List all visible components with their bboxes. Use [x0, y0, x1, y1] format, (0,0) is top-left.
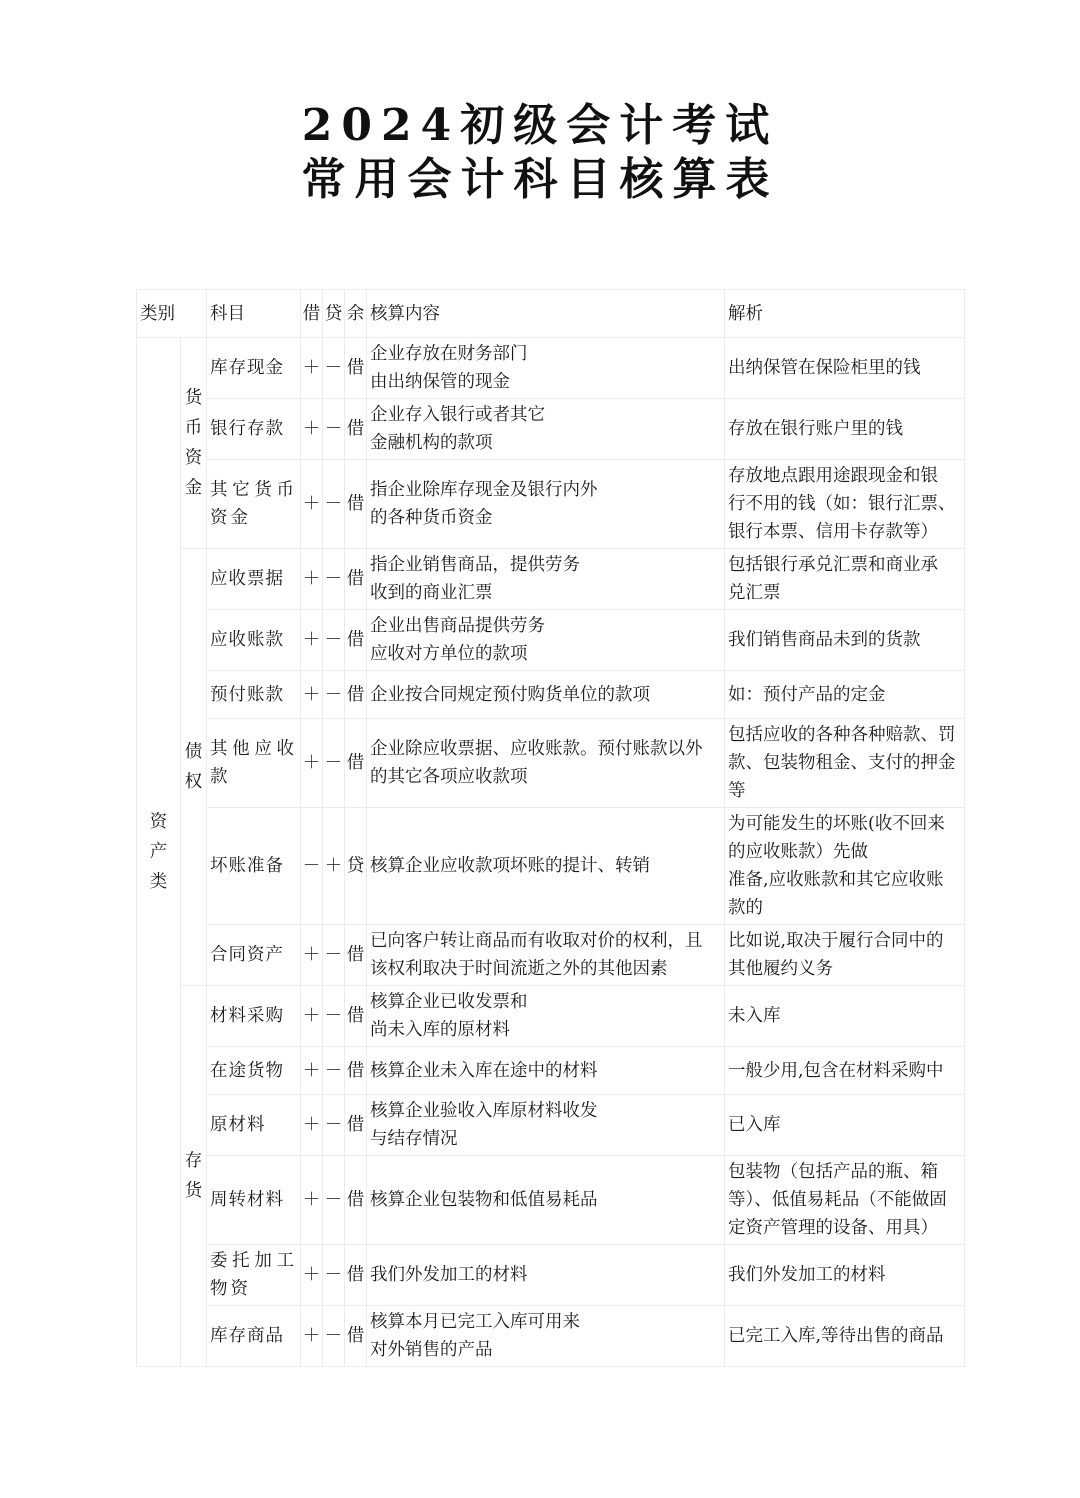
debit-cell: ＋ [301, 1245, 323, 1306]
content-line: 的其它各项应收款项 [370, 767, 528, 787]
balance-cell: 借 [345, 338, 367, 399]
balance-cell: 借 [345, 671, 367, 719]
content-line: 核算本月已完工入库可用来 [370, 1312, 580, 1332]
content-line: 指企业除库存现金及银行内外 [370, 480, 598, 500]
table-row [137, 1047, 965, 1095]
analysis-line: 定资产管理的设备、用具） [728, 1218, 938, 1238]
analysis-cell [725, 719, 965, 808]
balance-cell: 贷 [345, 808, 367, 925]
content-line: 收到的商业汇票 [370, 583, 493, 603]
analysis-line: 出纳保管在保险柜里的钱 [728, 358, 921, 378]
header-row [137, 290, 965, 338]
group-cell-inventory [181, 986, 207, 1367]
header-debit: 借 [301, 290, 323, 338]
content-line: 企业除应收票据、应收账款。预付账款以外 [370, 739, 703, 759]
balance-cell: 借 [345, 549, 367, 610]
table-row [137, 610, 965, 671]
analysis-line: 已入库 [728, 1115, 781, 1135]
analysis-cell [725, 338, 965, 399]
subject-cell: 原材料 [207, 1095, 301, 1156]
content-line: 已向客户转让商品而有收取对价的权利，且 [370, 931, 703, 951]
subject-cell: 应收票据 [207, 549, 301, 610]
credit-cell: － [323, 1245, 345, 1306]
balance-cell: 借 [345, 925, 367, 986]
header-subject: 科目 [207, 290, 301, 338]
analysis-cell [725, 549, 965, 610]
content-line: 指企业销售商品，提供劳务 [370, 555, 580, 575]
analysis-line: 未入库 [728, 1006, 781, 1026]
content-cell [367, 986, 725, 1047]
balance-cell: 借 [345, 719, 367, 808]
content-line: 与结存情况 [370, 1129, 458, 1149]
analysis-cell [725, 1095, 965, 1156]
credit-cell: － [323, 610, 345, 671]
group-label: 货币资金 [184, 388, 203, 498]
analysis-line: 为可能发生的坏账(收不回来 [728, 814, 945, 834]
content-cell [367, 1095, 725, 1156]
content-cell [367, 1306, 725, 1367]
page-title-line2: 常用会计科目核算表 [301, 154, 779, 205]
analysis-line: 包括应收的各种各种赔款、罚 [728, 725, 956, 745]
balance-cell: 借 [345, 610, 367, 671]
content-line: 核算企业未入库在途中的材料 [370, 1060, 598, 1081]
header-content: 核算内容 [367, 290, 725, 338]
content-line: 金融机构的款项 [370, 433, 493, 453]
balance-cell: 借 [345, 1095, 367, 1156]
content-cell [367, 671, 725, 719]
analysis-line: 准备,应收账款和其它应收账 [728, 870, 944, 890]
table-row [137, 1306, 965, 1367]
header-analysis: 解析 [725, 290, 965, 338]
table-row [137, 1095, 965, 1156]
credit-cell: － [323, 925, 345, 986]
analysis-cell [725, 1047, 965, 1095]
analysis-line: 如：预付产品的定金 [728, 684, 886, 705]
subject-cell: 库存现金 [207, 338, 301, 399]
analysis-line: 存放在银行账户里的钱 [728, 419, 903, 439]
accounting-table [136, 289, 965, 1367]
analysis-cell [725, 460, 965, 549]
analysis-cell [725, 610, 965, 671]
debit-cell: ＋ [301, 338, 323, 399]
debit-cell: ＋ [301, 1095, 323, 1156]
credit-cell: － [323, 338, 345, 399]
subject-cell: 在途货物 [207, 1047, 301, 1095]
analysis-line: 的应收账款）先做 [728, 842, 868, 862]
analysis-line: 其他履约义务 [728, 959, 833, 979]
credit-cell: － [323, 1095, 345, 1156]
analysis-line: 包括银行承兑汇票和商业承 [728, 555, 938, 575]
subject-cell: 周转材料 [207, 1156, 301, 1245]
content-cell [367, 1245, 725, 1306]
table-row [137, 986, 965, 1047]
content-line: 企业存放在财务部门 [370, 344, 528, 364]
balance-cell: 借 [345, 1047, 367, 1095]
content-cell [367, 808, 725, 925]
analysis-cell [725, 399, 965, 460]
subject-cell: 库存商品 [207, 1306, 301, 1367]
subject-cell: 委托加工物资 [207, 1245, 301, 1306]
debit-cell: ＋ [301, 610, 323, 671]
table-body [137, 290, 965, 1367]
analysis-line: 款的 [728, 898, 763, 918]
header-credit: 贷 [323, 290, 345, 338]
content-line: 企业存入银行或者其它 [370, 405, 545, 425]
content-cell [367, 549, 725, 610]
group-label: 债权 [184, 742, 203, 792]
analysis-line: 银行本票、信用卡存款等） [728, 522, 938, 542]
table-row [137, 399, 965, 460]
debit-cell: ＋ [301, 719, 323, 808]
credit-cell: － [323, 671, 345, 719]
debit-cell: ＋ [301, 925, 323, 986]
analysis-cell [725, 1156, 965, 1245]
content-cell [367, 460, 725, 549]
group-cell-claims [181, 549, 207, 986]
credit-cell: － [323, 719, 345, 808]
credit-cell: － [323, 399, 345, 460]
content-line: 核算企业验收入库原材料收发 [370, 1101, 598, 1121]
content-cell [367, 925, 725, 986]
subject-cell: 其他应收款 [207, 719, 301, 808]
group-cell-currency [181, 338, 207, 549]
analysis-cell [725, 1245, 965, 1306]
debit-cell: ＋ [301, 460, 323, 549]
balance-cell: 借 [345, 1156, 367, 1245]
content-line: 尚未入库的原材料 [370, 1020, 510, 1040]
analysis-cell [725, 986, 965, 1047]
debit-cell: ＋ [301, 549, 323, 610]
content-cell [367, 1047, 725, 1095]
analysis-cell [725, 808, 965, 925]
header-balance: 余 [345, 290, 367, 338]
credit-cell: ＋ [323, 808, 345, 925]
content-line: 企业按合同规定预付购货单位的款项 [370, 684, 650, 705]
subject-cell: 银行存款 [207, 399, 301, 460]
content-line: 核算企业包装物和低值易耗品 [370, 1190, 598, 1210]
header-category: 类别 [137, 290, 207, 338]
subject-cell: 应收账款 [207, 610, 301, 671]
debit-cell: ＋ [301, 671, 323, 719]
debit-cell: ＋ [301, 1047, 323, 1095]
credit-cell: － [323, 1047, 345, 1095]
table-row [137, 549, 965, 610]
table-row [137, 1156, 965, 1245]
analysis-line: 兑汇票 [728, 583, 781, 603]
table-row [137, 1245, 965, 1306]
credit-cell: － [323, 1156, 345, 1245]
credit-cell: － [323, 549, 345, 610]
balance-cell: 借 [345, 460, 367, 549]
content-cell [367, 1156, 725, 1245]
content-line: 企业出售商品提供劳务 [370, 616, 545, 636]
subject-cell: 材料采购 [207, 986, 301, 1047]
page-title-line1: 2024初级会计考试 [301, 100, 779, 151]
content-line: 应收对方单位的款项 [370, 644, 528, 664]
table-row [137, 338, 965, 399]
category-cell [137, 338, 181, 1367]
analysis-cell [725, 671, 965, 719]
table-row [137, 808, 965, 925]
table-row [137, 925, 965, 986]
analysis-line: 行不用的钱（如：银行汇票、 [728, 494, 956, 514]
analysis-line: 等）、低值易耗品（不能做固 [728, 1190, 947, 1210]
analysis-cell [725, 925, 965, 986]
balance-cell: 借 [345, 1245, 367, 1306]
analysis-line: 等 [728, 781, 746, 801]
content-line: 的各种货币资金 [370, 508, 493, 528]
category-label: 资产类 [149, 812, 168, 892]
subject-cell: 合同资产 [207, 925, 301, 986]
analysis-line: 我们销售商品未到的货款 [728, 630, 921, 650]
content-line: 对外销售的产品 [370, 1340, 493, 1360]
analysis-line: 存放地点跟用途跟现金和银 [728, 466, 938, 486]
content-line: 我们外发加工的材料 [370, 1265, 528, 1285]
analysis-line: 我们外发加工的材料 [728, 1265, 886, 1285]
debit-cell: ＋ [301, 1306, 323, 1367]
content-cell [367, 610, 725, 671]
credit-cell: － [323, 1306, 345, 1367]
balance-cell: 借 [345, 986, 367, 1047]
subject-cell: 预付账款 [207, 671, 301, 719]
content-line: 该权利取决于时间流逝之外的其他因素 [370, 959, 668, 979]
analysis-line: 款、包装物租金、支付的押金 [728, 753, 956, 773]
analysis-line: 一般少用,包含在材料采购中 [728, 1060, 944, 1081]
credit-cell: － [323, 986, 345, 1047]
content-line: 核算企业应收款项坏账的提计、转销 [370, 856, 650, 876]
analysis-cell [725, 1306, 965, 1367]
balance-cell: 借 [345, 1306, 367, 1367]
balance-cell: 借 [345, 399, 367, 460]
analysis-line: 比如说,取决于履行合同中的 [728, 931, 944, 951]
content-cell [367, 399, 725, 460]
analysis-line: 包装物（包括产品的瓶、箱 [728, 1162, 938, 1182]
subject-cell: 其它货币资金 [207, 460, 301, 549]
credit-cell: － [323, 460, 345, 549]
table-row [137, 460, 965, 549]
debit-cell: － [301, 808, 323, 925]
content-line: 由出纳保管的现金 [370, 372, 510, 392]
debit-cell: ＋ [301, 1156, 323, 1245]
content-cell [367, 719, 725, 808]
table-row [137, 671, 965, 719]
debit-cell: ＋ [301, 399, 323, 460]
content-cell [367, 338, 725, 399]
analysis-line: 已完工入库,等待出售的商品 [728, 1326, 944, 1346]
table-row [137, 719, 965, 808]
debit-cell: ＋ [301, 986, 323, 1047]
content-line: 核算企业已收发票和 [370, 992, 528, 1012]
subject-cell: 坏账准备 [207, 808, 301, 925]
group-label: 存货 [184, 1151, 203, 1201]
